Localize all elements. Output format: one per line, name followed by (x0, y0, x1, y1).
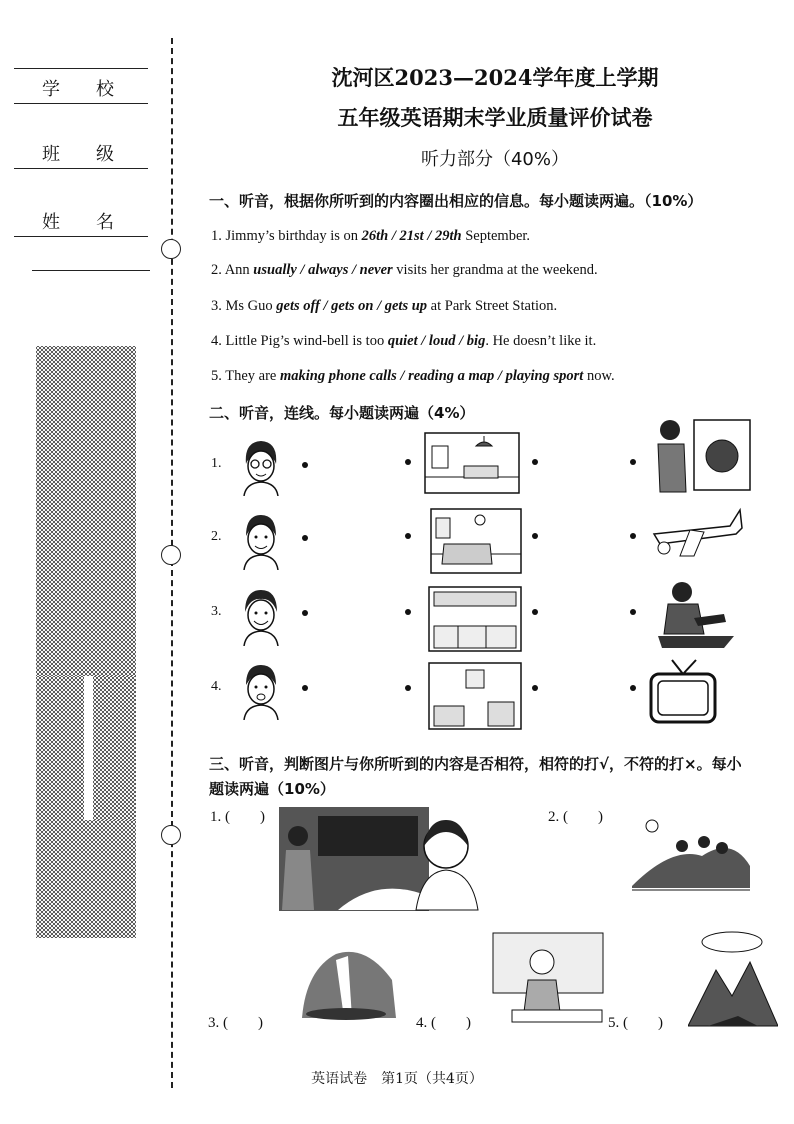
girl-glasses-icon (236, 436, 286, 496)
question-text: 5. They are (211, 368, 280, 384)
match-dot[interactable] (405, 459, 411, 465)
section-title-listening: 听力部分（40%） (420, 149, 569, 170)
waterfall-picture (296, 940, 400, 1020)
part2-heading: 二、听音，连线。每小题读两遍（4%） (209, 404, 475, 422)
binding-hole (161, 825, 181, 845)
match-dot[interactable] (405, 685, 411, 691)
match-dot[interactable] (532, 459, 538, 465)
classroom-picture (278, 806, 498, 912)
question-text: 2. Ann (211, 262, 254, 278)
question-line (211, 262, 598, 279)
question-line (211, 228, 530, 245)
binding-hole (161, 545, 181, 565)
scan-noise-region (36, 346, 136, 676)
part3-heading-line1: 三、听音，判断图片与你所听到的内容是否相符，相符的打√，不符的打×。每小 (209, 755, 742, 773)
plane-icon (650, 504, 744, 560)
question-text: 3. Ms Guo (211, 298, 277, 314)
question-line (211, 368, 615, 385)
tv-icon (648, 656, 718, 726)
girl-desk-picture (492, 932, 604, 1024)
question-text: September. (461, 228, 531, 244)
match-number: 2. (211, 529, 222, 544)
match-dot[interactable] (532, 685, 538, 691)
match-dot[interactable] (405, 609, 411, 615)
question-text: visits her grandma at the weekend. (392, 262, 598, 278)
scan-noise-region (36, 676, 84, 826)
answer-blank[interactable]: 3. ( ) (208, 1015, 263, 1031)
boy-icon (236, 510, 286, 570)
name-blank-line (32, 270, 150, 271)
school-label: 学 校 (42, 79, 114, 100)
match-dot[interactable] (302, 610, 308, 616)
match-dot[interactable] (532, 609, 538, 615)
school-field[interactable] (14, 68, 148, 104)
binding-hole (161, 239, 181, 259)
washing-machine-scene-icon (650, 414, 752, 496)
boy-smiling-icon (236, 586, 286, 646)
bedroom-icon (430, 508, 522, 574)
boy-talking-icon (236, 660, 286, 720)
answer-blank[interactable]: 4. ( ) (416, 1015, 471, 1031)
match-number: 3. (211, 604, 222, 619)
question-text: at Park Street Station. (427, 298, 558, 314)
match-number: 1. (211, 456, 222, 471)
match-dot[interactable] (302, 462, 308, 468)
question-options[interactable]: making phone calls / reading a map / playing sport (279, 368, 584, 384)
class-field[interactable] (14, 134, 148, 169)
question-options[interactable]: 26th / 21st / 29th (361, 228, 462, 244)
living-room-icon (424, 432, 520, 494)
question-text: now. (583, 368, 615, 384)
name-label: 姓 名 (42, 212, 114, 233)
match-number: 4. (211, 679, 222, 694)
family-walking-picture (632, 816, 752, 898)
exam-title-line1: 沈河区2023—2024学年度上学期 (331, 65, 659, 90)
match-dot[interactable] (630, 533, 636, 539)
mountains-picture (688, 926, 778, 1030)
match-dot[interactable] (630, 609, 636, 615)
bathroom-icon (428, 662, 522, 730)
match-dot[interactable] (405, 533, 411, 539)
question-options[interactable]: gets off / gets on / gets up (276, 298, 428, 314)
question-text: 4. Little Pig’s wind-bell is too (211, 333, 388, 349)
name-field[interactable] (14, 202, 148, 237)
question-text: 1. Jimmy’s birthday is on (211, 228, 362, 244)
match-dot[interactable] (532, 533, 538, 539)
question-options[interactable]: usually / always / never (253, 262, 393, 278)
exam-title-line2: 五年级英语期末学业质量评价试卷 (337, 105, 653, 130)
question-line (211, 298, 557, 315)
kitchen-icon (428, 586, 522, 652)
part1-heading: 一、听音，根据你所听到的内容圈出相应的信息。每小题读两遍。（10%） (209, 192, 703, 210)
match-dot[interactable] (302, 685, 308, 691)
scan-noise-region (36, 820, 136, 938)
page-footer: 英语试卷 第1页（共4页） (311, 1071, 483, 1087)
match-dot[interactable] (630, 685, 636, 691)
match-dot[interactable] (630, 459, 636, 465)
class-label: 班 级 (42, 144, 114, 165)
question-line (211, 333, 596, 350)
answer-blank[interactable]: 5. ( ) (608, 1015, 663, 1031)
match-dot[interactable] (302, 535, 308, 541)
answer-blank[interactable]: 1. ( ) (210, 809, 265, 825)
answer-blank[interactable]: 2. ( ) (548, 809, 603, 825)
scan-noise-region (93, 676, 136, 826)
question-text: . He doesn’t like it. (485, 333, 597, 349)
question-options[interactable]: quiet / loud / big (387, 333, 486, 349)
person-cooking-icon (654, 578, 738, 650)
part3-heading-line2: 题读两遍（10%） (209, 780, 335, 798)
